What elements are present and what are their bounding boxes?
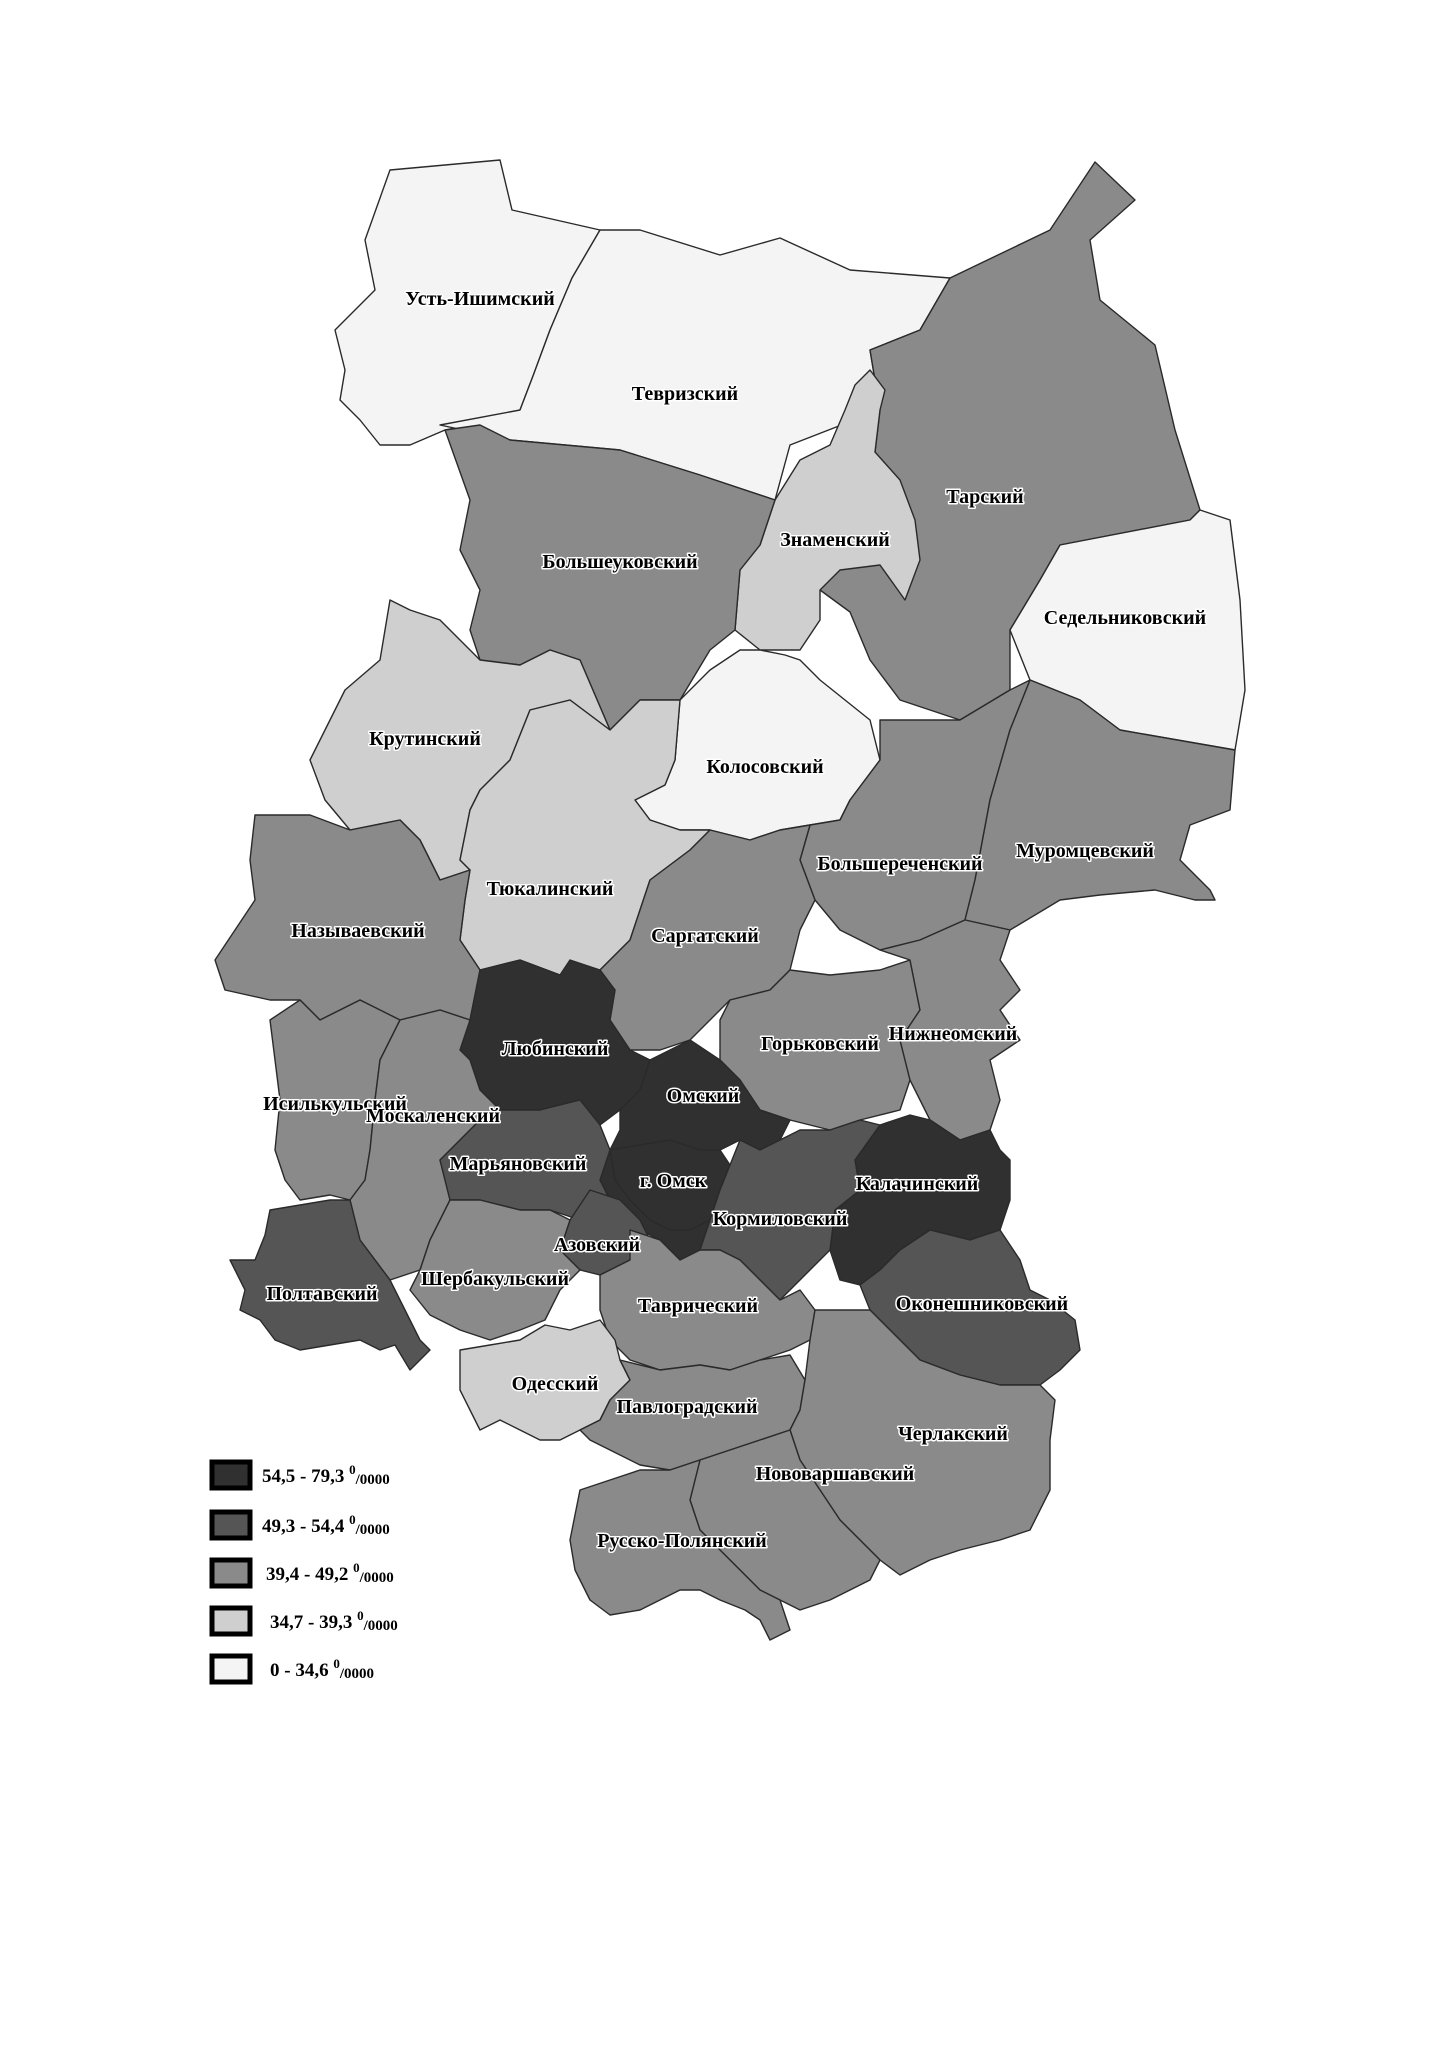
legend-item	[212, 1512, 390, 1538]
label-russko-polyansky: Русско-Полянский	[597, 1530, 767, 1552]
label-maryanovsky: Марьяновский	[449, 1153, 587, 1175]
label-poltavsky: Полтавский	[266, 1283, 378, 1305]
label-znamensky: Знаменский	[780, 529, 890, 551]
legend-label: 49,3 - 54,4 $^0_{/0000}$	[262, 1512, 390, 1538]
label-moskalensky: Москаленский	[366, 1105, 500, 1127]
label-bolsheukovsky: Большеуковский	[542, 551, 698, 573]
label-tyukalinsky: Тюкалинский	[486, 878, 614, 900]
label-odessky: Одесский	[511, 1373, 599, 1395]
label-ust-ishimsky: Усть-Ишимский	[405, 288, 555, 310]
label-gorkovsky: Горьковский	[761, 1033, 879, 1055]
legend-label: 54,5 - 79,3 $^0_{/0000}$	[262, 1462, 390, 1488]
label-kalachinsky: Калачинский	[855, 1173, 979, 1195]
legend-item	[212, 1608, 398, 1634]
label-tavrichesky: Таврический	[637, 1295, 759, 1317]
label-okoneshnikovsky: Оконешниковский	[895, 1293, 1069, 1315]
legend-label: 0 - 34,6 $^0_{/0000}$	[270, 1656, 374, 1682]
label-cherlaksky: Черлакский	[898, 1423, 1008, 1445]
districts-layer	[215, 160, 1245, 1640]
label-kolosovsky: Колосовский	[706, 756, 824, 778]
legend-item	[212, 1656, 374, 1682]
label-tevrizsky: Тевризский	[631, 383, 739, 405]
label-lyubinsky: Любинский	[501, 1038, 609, 1060]
label-muromtsevsky: Муромцевский	[1016, 840, 1154, 862]
legend-swatch	[212, 1560, 250, 1586]
label-bolsherechensky: Большереченский	[817, 853, 983, 875]
legend-swatch	[212, 1608, 250, 1634]
label-kormilovsky: Кормиловский	[712, 1208, 848, 1230]
legend-label: 39,4 - 49,2 $^0_{/0000}$	[266, 1560, 394, 1586]
label-krutinsky: Крутинский	[369, 728, 481, 750]
label-nizhneomsky: Нижнеомский	[888, 1023, 1018, 1045]
label-nazyvaevsky: Называевский	[291, 920, 425, 942]
label-sargatsky: Саргатский	[651, 925, 759, 947]
legend-label: 34,7 - 39,3 $^0_{/0000}$	[270, 1608, 398, 1634]
legend-swatch	[212, 1462, 250, 1488]
label-pavlogradsky: Павлоградский	[616, 1396, 758, 1418]
legend-swatch	[212, 1512, 250, 1538]
label-azovsky: Азовский	[553, 1234, 641, 1256]
legend-item	[212, 1462, 390, 1488]
label-sherbakulsky: Шербакульский	[421, 1268, 569, 1290]
label-g-omsk: г. Омск	[639, 1170, 707, 1192]
label-novovarshavsky: Нововаршавский	[755, 1463, 915, 1485]
label-omsky: Омский	[666, 1085, 740, 1107]
label-tarsky: Тарский	[946, 486, 1024, 508]
legend-swatch	[212, 1656, 250, 1682]
map-legend	[212, 1462, 398, 1682]
label-isilkulsky: Исилькульский	[263, 1093, 407, 1115]
label-sedelnikovsky: Седельниковский	[1043, 607, 1207, 629]
legend-item	[212, 1560, 394, 1586]
